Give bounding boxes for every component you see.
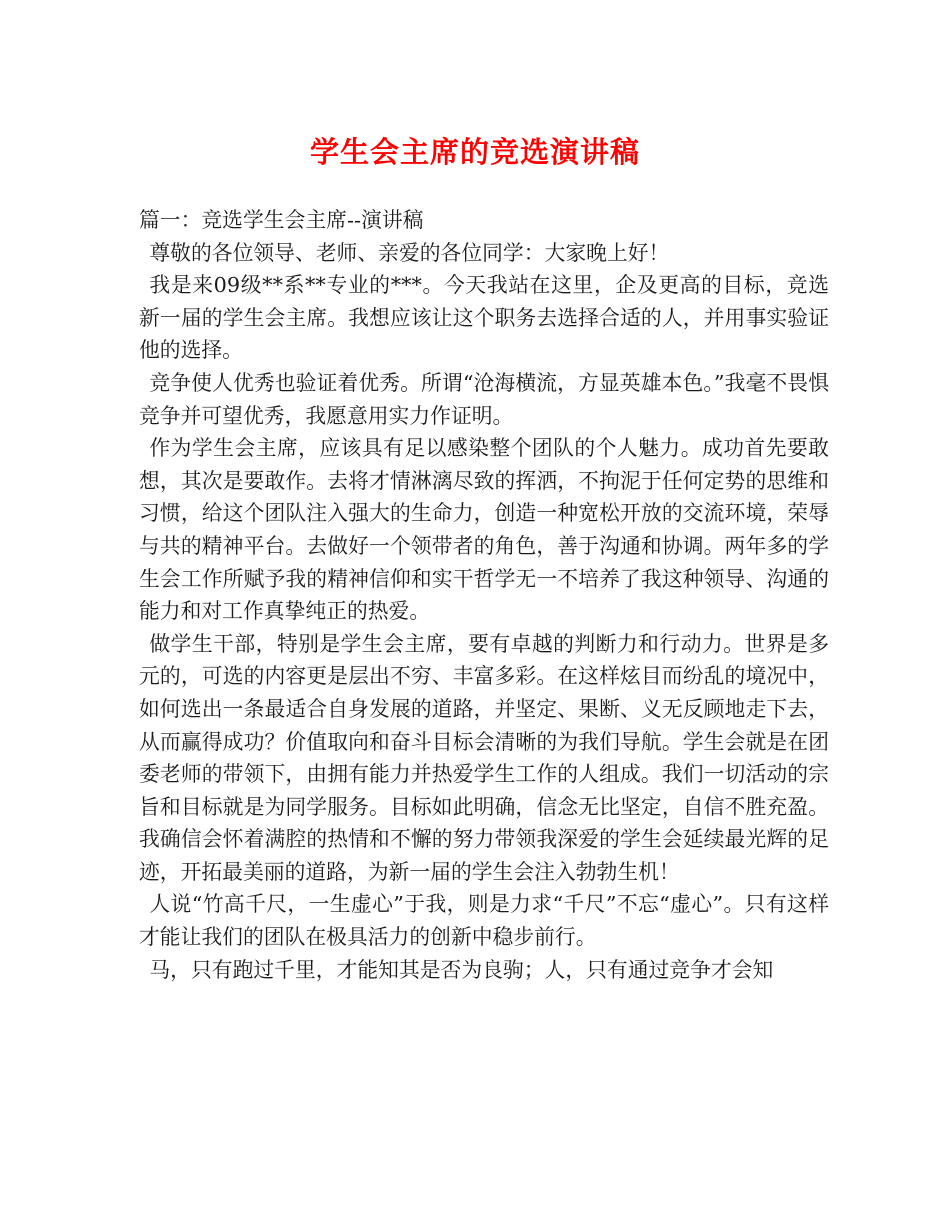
paragraph-introduction: 我是来09级**系**专业的***。今天我站在这里，企及更高的目标，竞选新一届的学生会主席。我想应该让这个职务去选择合适的人，并用事实验证他的选择。 [139,273,829,363]
paragraph-horse: 马，只有跑过千里，才能知其是否为良驹；人，只有通过竞争才会知 [149,957,774,982]
paragraph-greeting: 尊敬的各位领导、老师、亲爱的各位同学：大家晚上好！ [149,240,670,265]
paragraph-competition: 竞争使人优秀也验证着优秀。所谓“沧海横流，方显英雄本色。”我毫不畏惧竞争并可望优秀，我愿意用实力作证明。 [139,370,829,428]
paragraph-humility: 人说“竹高千尺，一生虚心”于我，则是力求“千尺”不忘“虚心”。只有这样才能让我们的团队在极具活力的创新中稳步前行。 [139,892,829,950]
document-body [139,204,829,986]
document-title: 学生会主席的竞选演讲稿 [309,135,640,169]
section-heading: 篇一：竞选学生会主席--演讲稿 [139,208,424,232]
paragraph-judgment: 做学生干部，特别是学生会主席，要有卓越的判断力和行动力。世界是多元的，可选的内容更是层出不穷、丰富多彩。在这样炫目而纷乱的境况中，如何选出一条最适合自身发展的道路，并坚定、果断、义无反顾地走下去，从而赢得成功？价值取向和奋斗目标会清晰的为我们导航。学生会就是在团委老师的带领下，由拥有能力并热爱学生工作的人组成。我们一切活动的宗旨和目标就是为同学服务。目标如此明确，信念无比坚定，自信不胜充盈。我确信会怀着满腔的热情和不懈的努力带领我深爱的学生会延续最光辉的足迹，开拓最美丽的道路，为新一届的学生会注入勃勃生机！ [139,631,829,884]
paragraph-charisma: 作为学生会主席，应该具有足以感染整个团队的个人魅力。成功首先要敢想，其次是要敢作。去将才情淋漓尽致的挥洒，不拘泥于任何定势的思维和习惯，给这个团队注入强大的生命力，创造一种宽松开放的交流环境，荣辱与共的精神平台。去做好一个领带者的角色，善于沟通和协调。两年多的学生会工作所赋予我的精神信仰和实干哲学无一不培养了我这种领导、沟通的能力和对工作真挚纯正的热爱。 [139,436,829,624]
